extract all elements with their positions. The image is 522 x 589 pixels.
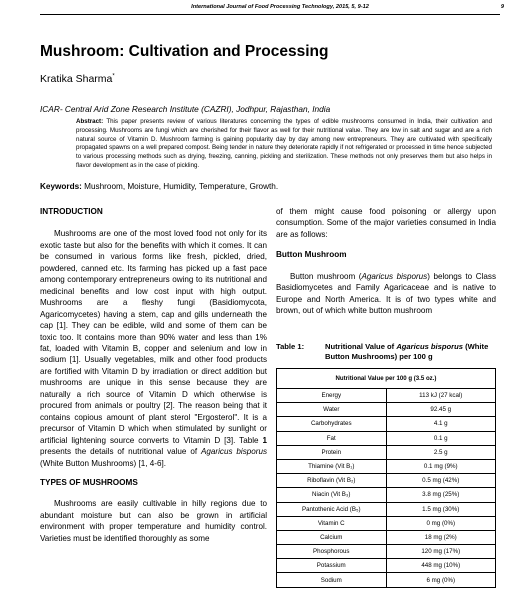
table-row (277, 445, 496, 459)
abstract-label: Abstract: (76, 118, 104, 125)
intro-text: Mushrooms are one of the most loved food not only for its exotic taste but also for the benefits with which it comes. It can be consumed in various forms like fresh, pickled, dried, powdered, canned etc. Its farming has picked up a fast pace among contemporary entrepreneurs owing to its nutritional and medicinal benefits and low cost input with high output. Mushrooms are a fleshy fungi (Basidiomycota, Agaricomycetes) having a stem, cap and gills underneath the cap [1]. They can be edible, wild and some of them can be toxic too. It contains more than 90% water and less than 1% fat, loaded with Vitamin B, copper and selenium and low in sodium [1]. Usually vegetables, milk and other food products are fortified with Vitamin D by irradiation or direct addition but mushrooms are unique in this sense because they are naturally a rich source of Vitamin D which otherwise is procured from animals or poultry [2]. The reason being that it contains copious amount of plant sterol "Ergosterol". It is a precursor of Vitamin D which when stimulated by sunlight or artificial lightening source converts to Vitamin D [3]. Table (40, 229, 267, 445)
abstract (76, 118, 492, 171)
nutrient-name: Sodium (277, 573, 387, 587)
table-row (277, 389, 496, 403)
author-line (40, 73, 115, 85)
left-column (40, 206, 267, 544)
nutrient-name: Thiamine (Vit B₁) (277, 459, 387, 473)
button-text: Button mushroom ( (290, 271, 362, 281)
nutrient-value: 0.1 g (386, 431, 496, 445)
table-row (277, 530, 496, 544)
right-column (276, 206, 496, 317)
nutrient-name: Water (277, 403, 387, 417)
header-rule (40, 14, 500, 15)
table-row (277, 502, 496, 516)
nutrient-name: Phosphorous (277, 545, 387, 559)
nutrient-value: 120 mg (17%) (386, 545, 496, 559)
nutrition-table (276, 368, 496, 588)
nutrient-value: 4.1 g (386, 417, 496, 431)
table-row (277, 559, 496, 573)
nutrient-name: Vitamin C (277, 516, 387, 530)
journal-citation: International Journal of Food Processing Technology, 2015, 5, 9-12 (191, 4, 369, 10)
table-row (277, 474, 496, 488)
caption-part-end: (White Button Mushrooms) per 100 g (325, 342, 489, 361)
nutrient-name: Potassium (277, 559, 387, 573)
table-header-row (277, 369, 496, 389)
nutrient-value: 18 mg (2%) (386, 530, 496, 544)
nutrient-name: Calcium (277, 530, 387, 544)
nutrient-value: 113 kJ (27 kcal) (386, 389, 496, 403)
author-name: Kratika Sharma (40, 73, 113, 85)
table-row (277, 431, 496, 445)
introduction-heading: INTRODUCTION (40, 207, 103, 216)
caption-part: Nutritional Value of (325, 342, 397, 351)
intro-text-end: (White Button Mushrooms) [1, 4-6]. (40, 458, 166, 468)
introduction-paragraph (40, 228, 267, 469)
table-caption (276, 342, 496, 361)
nutrient-value: 6 mg (0%) (386, 573, 496, 587)
nutrient-name: Protein (277, 445, 387, 459)
author-mark: * (112, 73, 115, 80)
types-paragraph: Mushrooms are easily cultivable in hilly regions due to abundant moisture but can also be grown in artificial environment with proper temperature and humidity control. Varieties must be identified thoroughly as some (40, 499, 267, 543)
nutrient-value: 0 mg (0%) (386, 516, 496, 530)
intro-text-cont: presents the details of nutritional value of (40, 447, 201, 457)
page-number: 9 (500, 4, 504, 10)
nutrient-value: 92.45 g (386, 403, 496, 417)
nutrient-name: Energy (277, 389, 387, 403)
species-name: Agaricus bisporus (361, 271, 428, 281)
article-title: Mushroom: Cultivation and Processing (40, 43, 329, 60)
keywords-label: Keywords: (40, 182, 82, 191)
nutrient-name: Riboflavin (Vit B₂) (277, 474, 387, 488)
nutrient-name: Fat (277, 431, 387, 445)
nutrient-name: Carbohydrates (277, 417, 387, 431)
species-name: Agaricus bisporus (201, 447, 267, 457)
caption-species: Agaricus bisporus (396, 342, 463, 351)
abstract-text: This paper presents review of various literatures concerning the types of edible mushrooms consumed in India, their cultivation and processing. Mushrooms are fungi which are cherished for their flavor as well for their nutritional value. They are low in salt and sugar and are a rich natural source of Vitamin D. Mushroom farming is gaining popularity day by day among new entrepreneurs. They are cultivated with specifically propagated spawns on a well prepared compost. Being tender in nature they deteriorate rapidly if not refrigerated or processed in time hence subjected to various processing methods such as drying, freezing, canning, pickling and sterilization. These methods not only preserves them but also helps in flavor development as in the case of pickling. (76, 118, 493, 169)
nutrient-name: Pantothenic Acid (B₅) (277, 502, 387, 516)
keywords-text: Mushroom, Moisture, Humidity, Temperature, Growth. (84, 182, 279, 191)
table-row (277, 459, 496, 473)
table-header-cell: Nutritional Value per 100 g (3.5 oz.) (277, 369, 496, 389)
nutrient-value: 3.8 mg (25%) (386, 488, 496, 502)
types-heading: TYPES OF MUSHROOMS (40, 477, 138, 487)
table-caption-text (325, 342, 493, 361)
affiliation: ICAR- Central Arid Zone Research Institute (CAZRI), Jodhpur, Rajasthan, India (40, 104, 331, 114)
keywords (40, 182, 278, 191)
table-row (277, 488, 496, 502)
table-label: Table 1: (276, 342, 305, 351)
nutrient-value: 448 mg (10%) (386, 559, 496, 573)
nutrient-value: 0.5 mg (42%) (386, 474, 496, 488)
nutrient-name: Niacin (Vit B₃) (277, 488, 387, 502)
table-row (277, 516, 496, 530)
button-mushroom-paragraph (276, 271, 496, 317)
table-row (277, 545, 496, 559)
table-reference: 1 (262, 435, 267, 445)
button-mushroom-heading: Button Mushroom (276, 250, 347, 260)
nutrient-value: 0.1 mg (9%) (386, 459, 496, 473)
table-row (277, 417, 496, 431)
table-row (277, 573, 496, 587)
button-text-cont: ) belongs to Class Basidiomycetes and Family Agaricaceae and is native to Europe and North America. It is of two types white and brown, out of which white button mushroom (276, 271, 496, 316)
continued-paragraph: of them might cause food poisoning or allergy upon consumption. Some of the major varieties consumed in India are as follows: (276, 207, 496, 239)
table-row (277, 403, 496, 417)
nutrient-value: 2.5 g (386, 445, 496, 459)
nutrient-value: 1.5 mg (30%) (386, 502, 496, 516)
